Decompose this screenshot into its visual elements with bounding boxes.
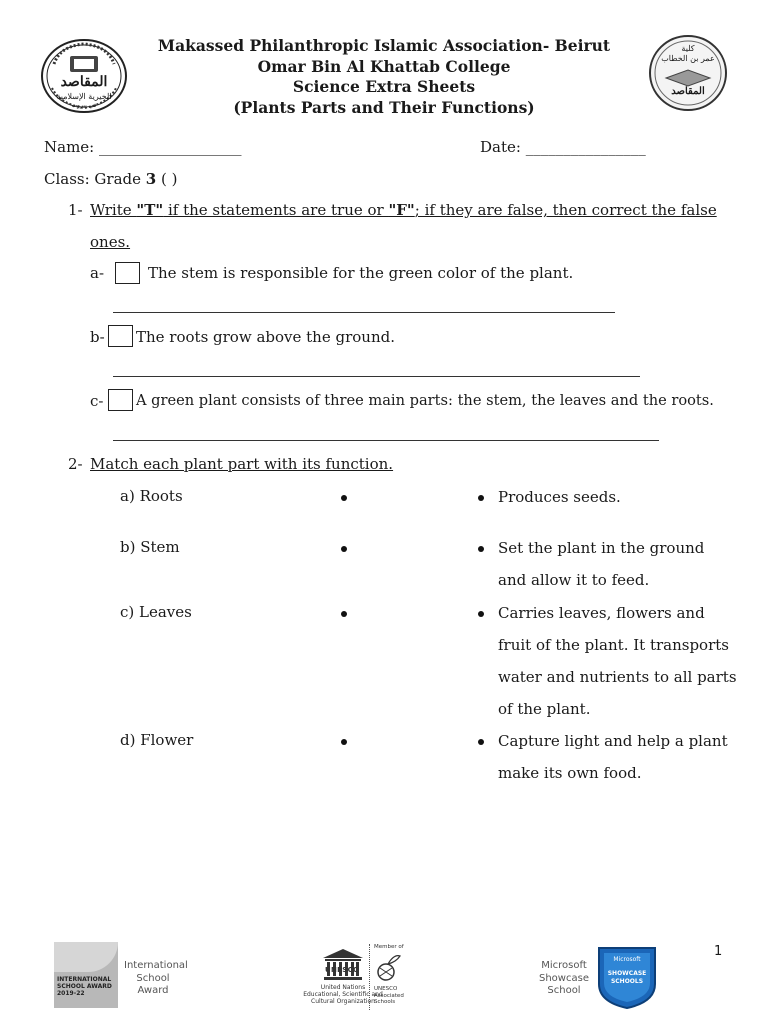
isa-caption	[124, 960, 188, 998]
match-dot-flower[interactable]	[341, 739, 347, 745]
unesco-caption-line1: United Nations	[320, 984, 366, 991]
isa-caption-line2: School	[136, 972, 170, 984]
aspnet-icon	[374, 952, 404, 984]
q2-number: 2-	[68, 455, 83, 473]
class-grade: 3	[145, 170, 157, 188]
function-light-line2: make its own food.	[498, 764, 642, 782]
name-field[interactable]	[44, 138, 242, 156]
left-logo-city: في بيروت	[71, 102, 97, 109]
match-dot-stem[interactable]	[341, 546, 347, 552]
q1-t-mark: "T"	[136, 201, 164, 219]
match-dot-roots[interactable]	[341, 495, 347, 501]
q1-f-mark: "F"	[388, 201, 415, 219]
ms-caption-line1: Microsoft	[541, 960, 587, 971]
page-number: 1	[714, 944, 723, 959]
isa-badge-text: INTERNATIONAL SCHOOL AWARD 2019-22	[57, 976, 112, 997]
function-transport	[498, 597, 738, 725]
isa-caption-line3: Award	[137, 985, 169, 996]
class-field	[44, 170, 178, 188]
ms-badge-subtitle: SCHOOLS	[610, 978, 644, 985]
unesco-temple-icon	[321, 948, 365, 982]
name-label: Name:	[44, 138, 95, 156]
name-blank: ___________________	[99, 138, 242, 156]
date-label: Date:	[480, 138, 521, 156]
right-logo-title: كلية	[681, 44, 695, 53]
part-stem: b) Stem	[120, 538, 180, 556]
right-college-logo	[648, 34, 728, 112]
left-logo-subtitle: الخيرية الإسلامية	[56, 92, 112, 101]
function-anchor	[498, 532, 738, 596]
function-light-line1: Capture light and help a plant	[498, 732, 728, 750]
function-transport-line4: of the plant.	[498, 700, 591, 718]
function-light	[498, 725, 738, 789]
q1-item-b-letter: b-	[90, 328, 105, 346]
q1-instruction-line2: ones.	[90, 233, 131, 251]
function-seeds	[498, 481, 738, 513]
part-flower: d) Flower	[120, 731, 194, 749]
q1-item-b-answer-box[interactable]	[108, 325, 133, 347]
ms-caption	[538, 960, 590, 998]
member-of-label: Member of	[374, 944, 404, 950]
q1-item-c-text: A green plant consists of three main parts: the stem, the leaves and the roots.	[136, 392, 714, 409]
q1-instruction	[90, 201, 717, 219]
ms-caption-line3: School	[547, 985, 581, 996]
unesco-caption-line3: Cultural Organization	[311, 998, 375, 1005]
function-anchor-line1: Set the plant in the ground	[498, 539, 705, 557]
function-transport-line1: Carries leaves, flowers and	[498, 604, 705, 622]
sheet-topic: (Plants Parts and Their Functions)	[233, 97, 535, 117]
left-school-logo	[40, 38, 128, 114]
right-logo-bottom: المقاصد	[671, 86, 705, 97]
ms-badge-title: SHOWCASE	[607, 970, 647, 977]
q1-item-b-text: The roots grow above the ground.	[136, 328, 395, 346]
date-blank: ________________	[525, 138, 646, 156]
q1-item-a-text: The stem is responsible for the green color of the plant.	[148, 264, 574, 282]
class-label: Class: Grade	[44, 170, 142, 188]
q1-item-c-letter: c-	[90, 392, 104, 410]
q1-item-a-answer-box[interactable]	[115, 262, 140, 284]
function-bullet-3[interactable]	[478, 611, 484, 617]
class-section: ( )	[161, 170, 178, 188]
ms-showcase-badge	[595, 944, 659, 1010]
header-block	[150, 36, 618, 118]
q1-number: 1-	[68, 201, 83, 219]
ms-caption-line2: Showcase	[539, 972, 589, 984]
q1-instr-mid: if the statements are true or	[163, 201, 389, 219]
q1-item-b-correction-line[interactable]	[113, 376, 640, 377]
q1-item-c-answer-box[interactable]	[108, 389, 133, 411]
function-seeds-line1: Produces seeds.	[498, 488, 621, 506]
isa-caption-line1: International	[124, 960, 188, 971]
unesco-divider	[369, 944, 370, 1010]
q1-instr-post: ; if they are false, then correct the false	[414, 201, 717, 219]
function-bullet-1[interactable]	[478, 495, 484, 501]
ms-badge-brand: Microsoft	[613, 956, 641, 963]
left-logo-title: المقاصد	[60, 74, 108, 90]
college-name: Omar Bin Al Khattab College	[257, 56, 511, 76]
function-anchor-line2: and allow it to feed.	[498, 571, 650, 589]
aspnet-caption-line2: Associated	[374, 992, 404, 999]
part-roots: a) Roots	[120, 487, 183, 505]
isa-badge-image	[54, 942, 118, 1008]
unesco-caption-line2: Educational, Scientific and	[303, 991, 383, 998]
aspnet-caption-line3: Schools	[374, 999, 396, 1005]
q1-item-a-correction-line[interactable]	[113, 312, 615, 313]
right-logo-name: عمر بن الخطاب	[661, 54, 715, 63]
date-field[interactable]	[480, 138, 646, 156]
q1-instr-pre: Write	[90, 201, 137, 219]
match-dot-leaves[interactable]	[341, 611, 347, 617]
function-bullet-2[interactable]	[478, 546, 484, 552]
unesco-word: UNESCO	[325, 966, 360, 974]
q2-instruction: Match each plant part with its function.	[90, 455, 394, 473]
part-leaves: c) Leaves	[120, 603, 192, 621]
function-transport-line3: water and nutrients to all parts	[498, 668, 737, 686]
association-name: Makassed Philanthropic Islamic Association- Beirut	[157, 36, 611, 55]
aspnet-caption-line1: UNESCO	[374, 986, 398, 992]
function-bullet-4[interactable]	[478, 739, 484, 745]
function-transport-line2: fruit of the plant. It transports	[498, 636, 729, 654]
aspnet-caption	[374, 986, 404, 1006]
q1-item-a-letter: a-	[90, 264, 105, 282]
sheet-title: Science Extra Sheets	[292, 77, 476, 96]
q1-item-c-correction-line[interactable]	[113, 440, 659, 441]
